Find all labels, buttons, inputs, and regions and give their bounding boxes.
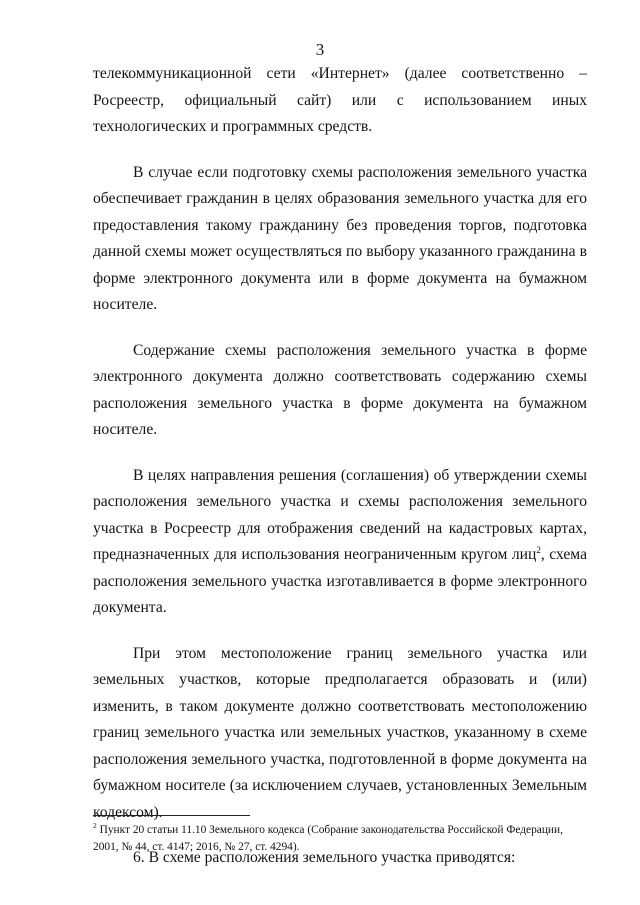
paragraph-boundaries: При этом местоположение границ земельного участка или земельных участков, которые предполагается образовать и (или) изменить, в таком документе должно соответствовать местоположению границ земельного участка или земельных участков, указанному в схеме расположения земельного участка, подготовленной в форме документа на бумажном носителе (за исключением случаев, установленных Земельным кодексом). [93, 644, 587, 821]
paragraph-rosreestr-submission [93, 463, 587, 622]
paragraph-electronic-content: Содержание схемы расположения земельного участка в форме электронного документа должно соответствовать содержанию схемы расположения земельного участка в форме документа на бумажном носителе. [93, 341, 587, 438]
footnote-reference[interactable]: 2 [536, 544, 541, 555]
paragraph-text-after-footnote: , схема расположения земельного участка изготавливается в форме электронного документа. [93, 546, 587, 616]
footnote-text: Пункт 20 статьи 11.10 Земельного кодекса (Собрание законодательства Российской Федерации, 2001, № 44, ст. 4147; 2016, № 27, ст. 4294). [93, 824, 563, 853]
footnote-separator [93, 815, 250, 816]
body-text [93, 61, 587, 872]
paragraph-citizen-preparation: В случае если подготовку схемы расположения земельного участка обеспечивает гражданин в целях образования земельного участка для его предоставления такому гражданину без проведения торгов, подготовка данной схемы может осуществляться по выбору указанного гражданина в форме электронного документа или в форме документа на бумажном носителе. [93, 163, 587, 313]
paragraph-continuation: телекоммуникационной сети «Интернет» (далее соответственно – Росреестр, официальный сайт) или с использованием иных технологических и программных средств. [93, 65, 587, 135]
footnote-number: 2 [93, 821, 97, 831]
footnote [93, 822, 589, 856]
paragraph-item-6: 6. В схеме расположения земельного участка приводятся: [133, 849, 516, 866]
paragraph-text-before-footnote: В целях направления решения (соглашения) об утверждении схемы расположения земельного участка и схемы расположения земельного участка в Росреестр для отображения сведений на кадастровых картах, предназначенных для использования неограниченным кругом лиц [93, 466, 587, 563]
page-number: 3 [315, 40, 325, 59]
